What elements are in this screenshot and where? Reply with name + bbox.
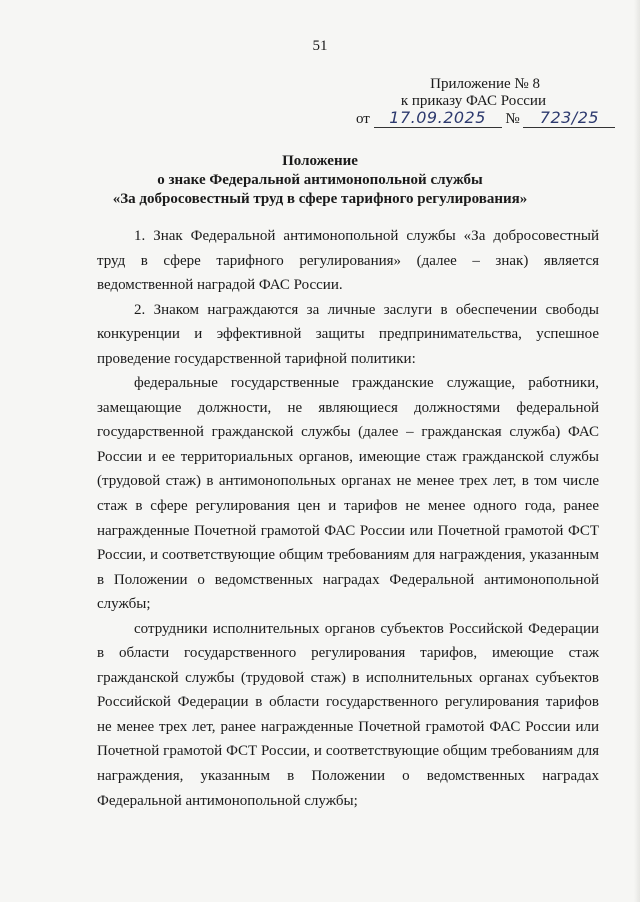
appendix-reference: к приказу ФАС России: [400, 93, 546, 109]
appendix-title: Приложение № 8: [430, 76, 540, 92]
paragraph-2: 2. Знаком награждаются за личные заслуги в обеспечении свободы конкуренции и эффективной защиты предпринимательства, успешное проведение государственной тарифной политики:: [97, 301, 599, 367]
heading-line-1: Положение: [282, 153, 358, 169]
paragraph-1: 1. Знак Федеральной антимонопольной службы «За добросовестный труд в сфере тарифного регулирования» (далее – знак) является ведомственной наградой ФАС России.: [97, 228, 599, 294]
page-number: 51: [312, 38, 328, 54]
document-body: [97, 224, 599, 813]
paragraph-regional-employees: сотрудники исполнительных органов субъектов Российской Федерации в области государственного регулирования тарифов, имеющие стаж гражданской службы (трудовой стаж) в исполнительных органах субъектов Российской Федерации в области государственного регулирования тарифов не менее трех лет, ранее награжденные Почетной грамотой ФАС России или Почетной грамотой ФСТ России, и соответствующие общим требованиям для награждения, указанным в Положении о ведомственных наградах Федеральной антимонопольной службы;: [97, 620, 599, 809]
number-sign: №: [505, 111, 520, 127]
heading-line-2: о знаке Федеральной антимонопольной службы: [157, 172, 483, 188]
document-heading: [0, 152, 640, 209]
date-prefix: от: [356, 111, 370, 127]
handwritten-date: 17.09.2025: [374, 108, 502, 128]
appendix-date-row: [356, 108, 615, 128]
scan-edge: [634, 0, 640, 902]
heading-line-3: «За добросовестный труд в сфере тарифного регулирования»: [112, 191, 528, 207]
handwritten-order-number: 723/25: [523, 108, 615, 128]
paragraph-federal-servants: федеральные государственные гражданские служащие, работники, замещающие должности, не являющиеся должностями федеральной государственной гражданской службы (далее – гражданская служба) ФАС России и ее территориальных органов, имеющие стаж гражданской службы (трудовой стаж) в антимонопольных органах не менее трех лет, в том числе стаж в сфере регулирования цен и тарифов не менее одного года, ранее награжденные Почетной грамотой ФАС России или Почетной грамотой ФСТ России, и соответствующие общим требованиям для награждения, указанным в Положении о ведомственных наградах Федеральной антимонопольной службы;: [97, 375, 599, 613]
